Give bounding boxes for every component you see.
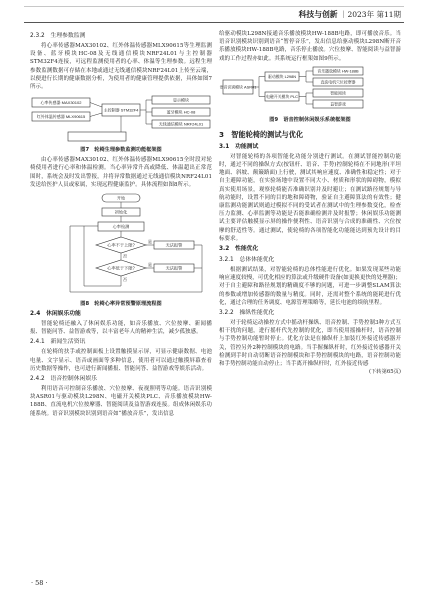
figure-8-flowchart	[30, 192, 212, 298]
fig8-cond-lower: 心率低于下限?	[107, 265, 135, 271]
fig7-node-wireless: 无线通信模块 NRF24L01	[158, 121, 204, 127]
paragraph-physio-monitoring: 将心率传感器MAX30102、红外体温传感器MLX90615等生理监测设备、蓝牙模块HC-08及无线通信模块NRF24L01与主控制器STM32F4连接，可远程监测使用者的心率、体温等生理参数。远程生理参数监测数据可存储在本地或通过无线通信模块NRF24L01上传至云端，以便进行长期的健康数据分析，为使用者的健康管理提供依据，具体如图7所示。	[30, 43, 212, 91]
fig7-node-heart: 心率传感器 MAX30102	[40, 100, 82, 106]
section-2-4-heading: 2.4 休闲娱乐功能	[30, 311, 81, 318]
journal-title	[299, 9, 401, 20]
fig8-detect: 心率检测	[112, 224, 130, 230]
paragraph-overall-optimization: 根据测试结果，对智能轮椅的总体性能进行优化。如果发现某些功能响应速度较慢，可优化相应的算法或升级硬件设备(如更换更快的处理器)；对于自主避障和路径规划的精确度不够的问题，可进一步调整SLAM算法的参数或增加传感器的数量与精度。同时，还需对整个系统的能耗进行优化，通过合理的任务调度、电源管理策略等，延长电池的续航里程。	[219, 267, 401, 306]
fig8-yes-upper: 是	[147, 239, 153, 245]
fig8-action-lower: 无法报警	[165, 265, 183, 271]
figure-9-diagram	[219, 66, 401, 114]
paragraph-heart-temp-alarm: 由心率传感器MAX30102、红外体温传感器MLX90615全时段对轮椅使用者进行心率和体温检测。当心率异常升高或降低、体温超出正常范围时，系统会及时发出警报，并将异常数据通过无线通信模块NRF24L01发送给医护人员或家属，实现远程健康监护。具体流程如图8所示。	[30, 157, 212, 188]
page-header	[0, 0, 427, 24]
figure-9	[219, 66, 401, 114]
figure-9-caption: 图9 语音控制休闲娱乐系统框架图	[269, 116, 351, 123]
fig9-node-game: 益智游戏	[330, 101, 346, 107]
fig7-node-controller: 主控制器 STM32F4	[103, 107, 139, 113]
journal-name: 科技与创新	[298, 10, 338, 19]
fig8-init: 初始化	[114, 209, 128, 215]
fig9-node-l298n: 驱动模块 L298N	[267, 73, 297, 79]
fig9-node-asr: 语音识别模块 ASR01	[219, 84, 257, 90]
journal-issue: 2023年 第11期	[347, 10, 401, 19]
header-rule-top	[24, 6, 404, 7]
figure-8-caption: 图8 轮椅心率异常预警原理流程图	[80, 301, 162, 308]
paragraph-voice-continued: 给驱动模块L298N接通音乐播放模块HW-188B电路，即可播放音乐。当语音识别模块识别到语音“暂停音乐”，发出信息给驱动模块L298N断开音乐播放模块HW-188B电路，音乐停止播放。穴位按摩、智能阅读与益智游戏的工作过程亦如此。其系统运行框架如图9所示。	[219, 31, 401, 62]
paragraph-function-test: 对智能轮椅的各项智能化功能分别进行测试。在测试智能控制功能时，通过不同的操纵方式(按钮杆、语音、手势)控制轮椅在不同地形(平坦地面、斜坡、颠簸路面)上行驶，测试其响应速度、准确性和稳定性；对于自主避障功能，在实验场地中设置不同大小、材质和形状的障碍物，模拟真实使用场景，观察轮椅能否准确识别并及时避让；在测试路径规划与导航功能时，设置不同的目的地和障碍物，验证自主避障算法的有效性；健康监测功能测试则通过模拟不同的受试者在测试中的生理参数变化，检查压力监测、心率监测等功能是否能准确检测并及时报警；休闲娱乐功能测试主要评估触摸显示屏的操作便利性、语音识别与合成的准确性、穴位按摩的舒适性等。通过测试，使轮椅的各项智能化功能能达到预先设计的目标要求。	[219, 153, 401, 242]
figure-7	[30, 94, 212, 144]
fig9-node-reading: 智能阅读	[330, 90, 346, 96]
paragraph-control-optimization: 对于轮椅运动操控方式中摇动杆操纵、语音控制、手势控制3种方式互相干扰的问题，进行摇杆代先控制的优化，即当使用摇操杆时，语音控制与手势控制功能暂时停止。优化方法是在操纵杆上加装红外接近传感器开关，管控另外2种控制模块的电路。当手握操纵杆时，红外接近传感器开关检测到手时自动切断语音控制模块和手势控制模块的电路，语音控制功能和手势控制功能自动停止；当手离开操纵杆时，红外接近传感	[219, 320, 401, 368]
fig9-node-plc: 电磁开关模块 PLC	[266, 93, 298, 99]
header-rule-bottom	[24, 22, 404, 23]
figure-7-diagram	[30, 94, 212, 144]
page-number: · 58 ·	[31, 579, 48, 587]
fig8-no-lower: 否	[122, 277, 128, 283]
journal-divider: ｜	[339, 10, 348, 19]
section-2-3-2-heading: 2.3.2 生理参数监测	[30, 33, 86, 39]
section-3-1-heading: 3.1 功能测试	[219, 143, 259, 150]
fig7-node-temp: 红外体温传感器 MLX90615	[36, 114, 86, 120]
fig8-yes-lower: 是	[147, 262, 153, 268]
right-column	[219, 30, 401, 376]
fig8-action-upper: 无法报警	[165, 242, 183, 248]
figure-7-caption: 图7 轮椅生理参数监测功能框架图	[80, 147, 162, 154]
section-2-4-1-heading: 2.4.1 新闻生活资讯	[30, 339, 86, 346]
section-2-4-2-heading: 2.4.2 语音控制休闲娱乐	[30, 376, 97, 383]
section-3-2-1-heading: 3.2.1 总体体能优化	[219, 257, 275, 264]
section-3-2-2-heading: 3.2.2 操纵性能优化	[219, 310, 275, 317]
paragraph-news: 在轮椅的扶手或控制面板上设置触摸显示屏，可显示健康数据、电池电量、文字显示、语音或画面等多种信息，使用者可以通过触摸屏幕查看历史数据等操作，也可进行新闻播报、智能问答、益智游戏等娱乐活动。	[30, 349, 212, 372]
section-3-2-heading: 3.2 性能优化	[219, 246, 259, 253]
fig8-start: 开始	[116, 195, 126, 201]
fig7-node-display: 显示模块	[173, 97, 189, 103]
fig7-node-bluetooth: 蓝牙模块 HC-08	[166, 109, 196, 115]
fig8-no-upper: 否	[122, 253, 128, 259]
paragraph-voice-control: 利用语音可控制音乐播放、穴位按摩、夜视照明等功能。语音识别模块ASR01与驱动模块L298N、电磁开关模块PLC、音乐播放模块HW-188B、直流电机穴位按摩器、智能阅读及益智游戏连接。组成休闲娱乐功能系统。语音识别模块识别到语音如“播放音乐”，发出信息	[30, 386, 212, 417]
fig8-cond-upper: 心率不于上限?	[107, 242, 135, 248]
fig9-node-massage: 直流电机穴位按摩器	[320, 79, 356, 85]
left-column	[30, 30, 212, 418]
paragraph-leisure: 智能轮椅还融入了休闲娱乐功能，如音乐播放、穴位按摩、新闻播报、智能问答、益智游戏等，以丰富老年人的精神生活，减少孤独感。	[30, 321, 212, 336]
fig9-node-music: 音乐播放模块 HW-188B	[317, 68, 359, 74]
figure-8	[30, 192, 212, 298]
continued-note: (下转第65页)	[368, 369, 401, 376]
section-3-heading: 3 智能轮椅的测试与优化	[219, 129, 304, 139]
